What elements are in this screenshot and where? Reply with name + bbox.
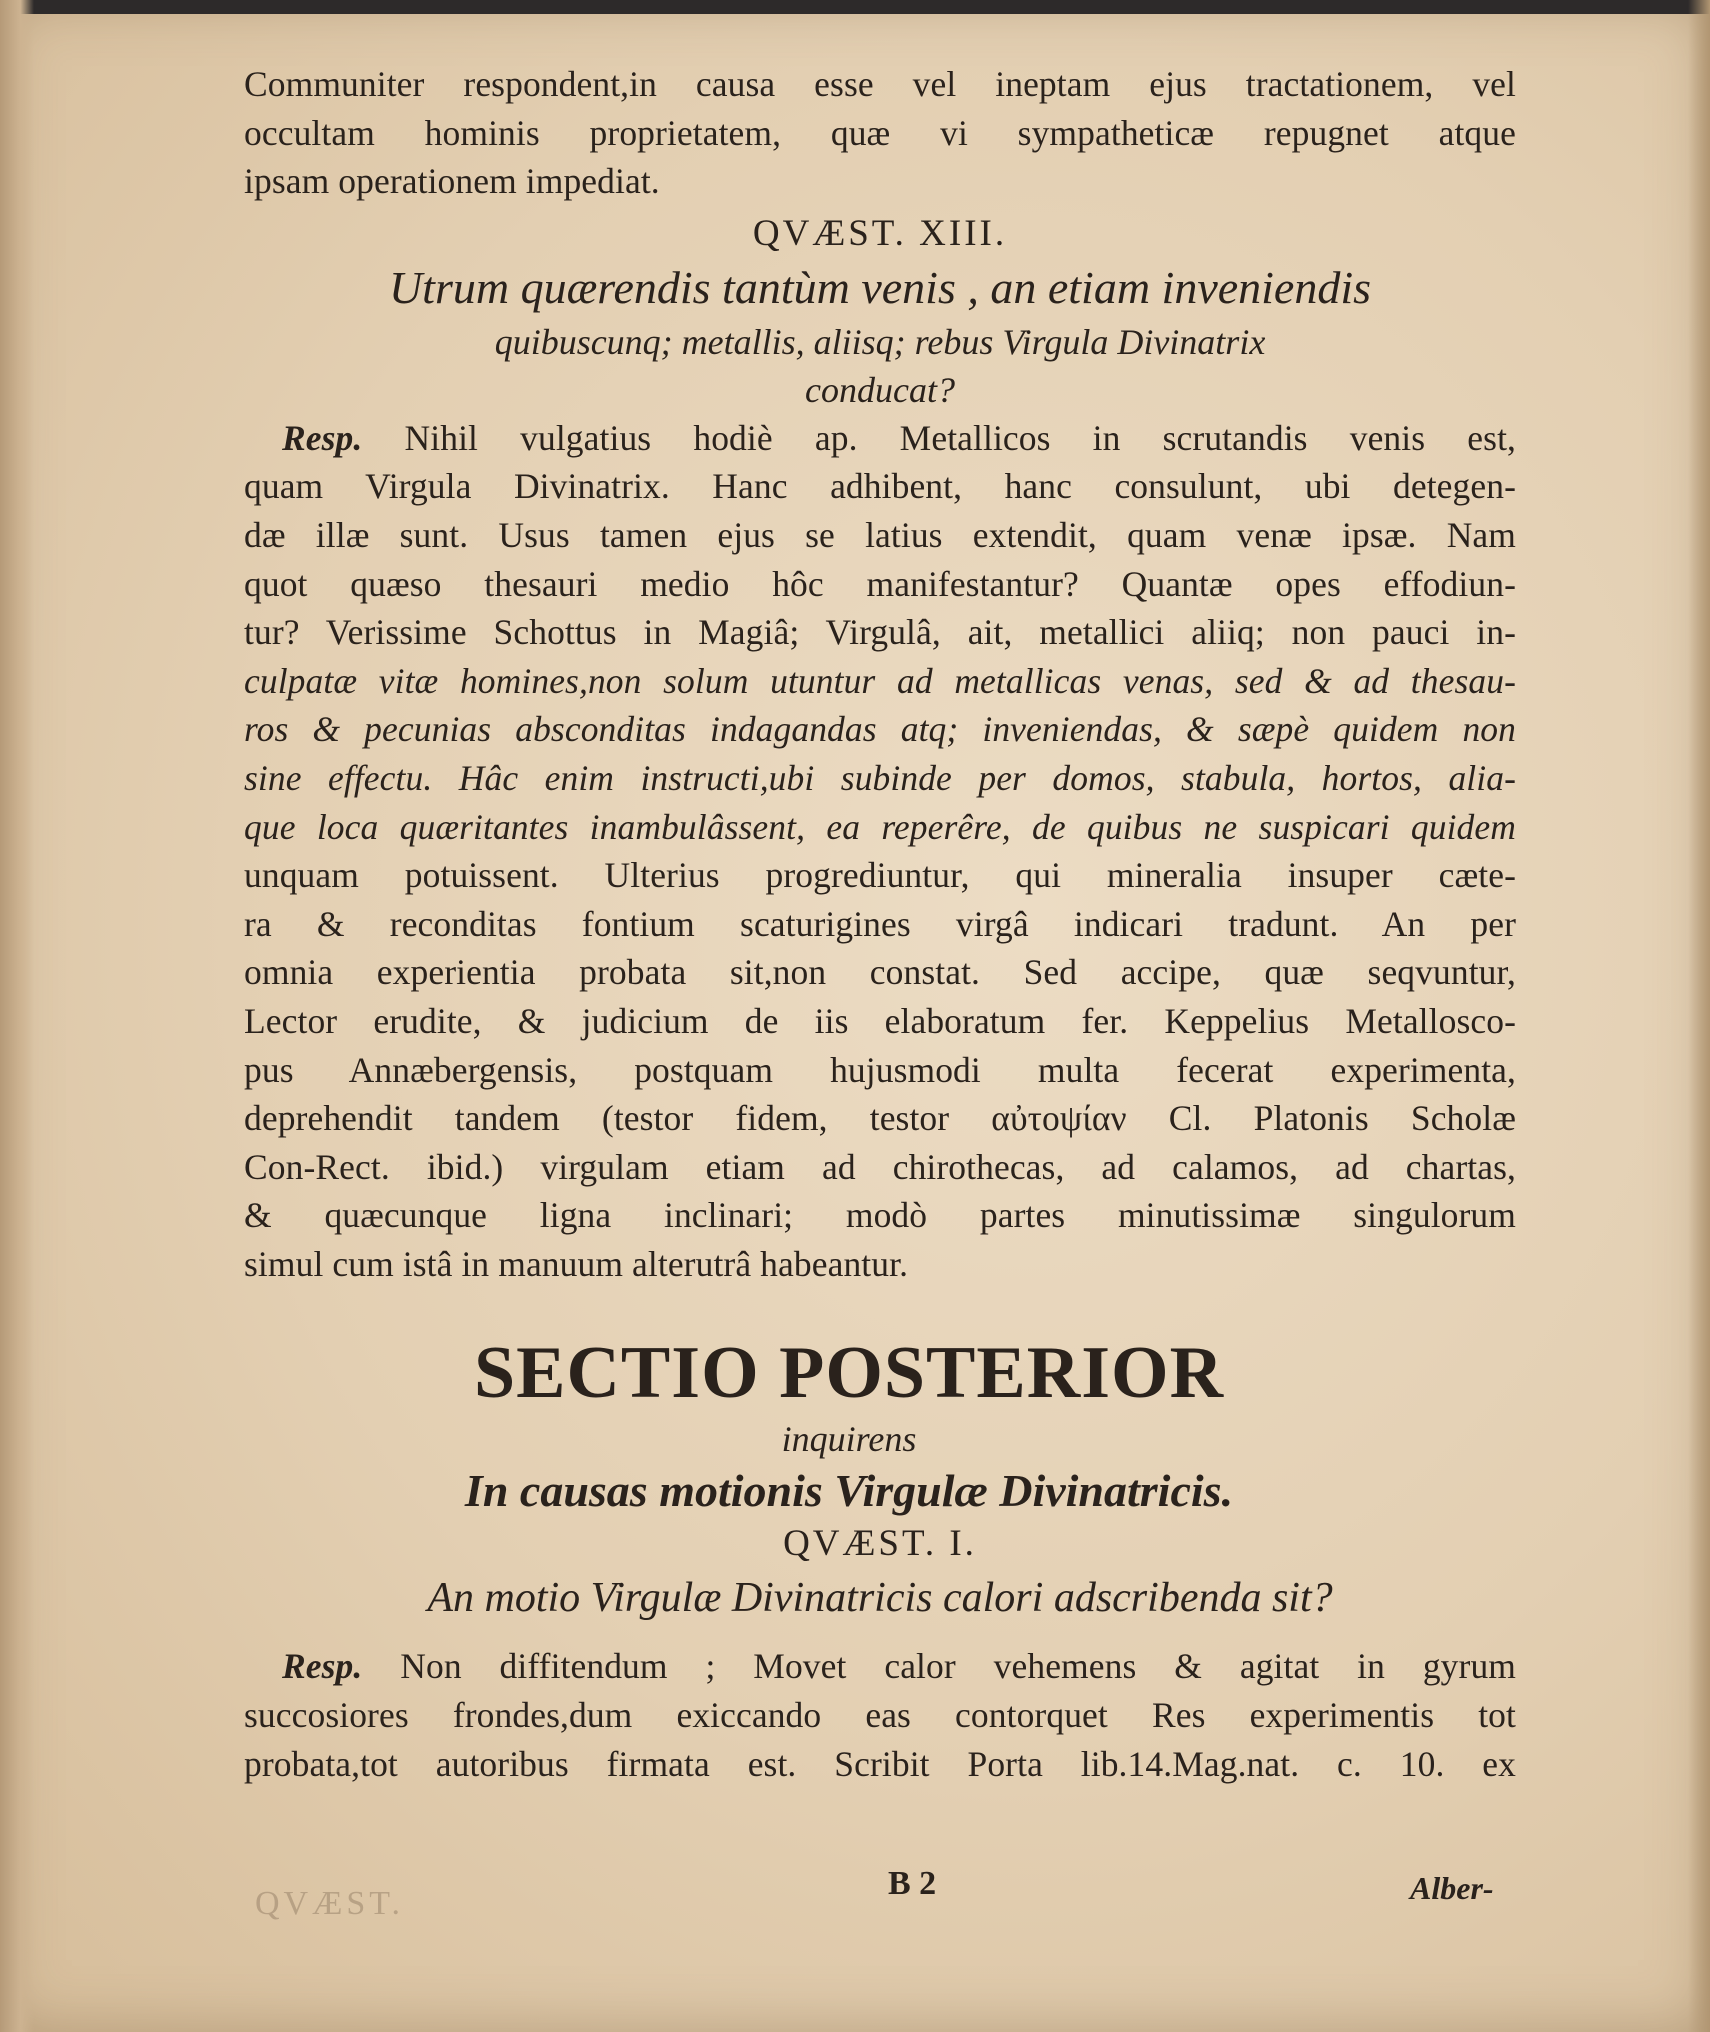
text-line: simul cum istâ in manuum alterutrâ habeantur. xyxy=(244,1243,909,1284)
text-line: que loca quæritantes inambulâssent, ea reperêre, de quibus ne suspicari quidem xyxy=(244,806,1516,847)
text-line: occultam hominis proprietatem, quæ vi sympatheticæ repugnet atque xyxy=(244,112,1516,153)
page-edge xyxy=(1688,0,1710,2032)
quaestio-heading: QVÆST. XIII. xyxy=(752,212,1008,254)
section-subtitle: inquirens xyxy=(781,1419,917,1460)
section-title: SECTIO POSTERIOR xyxy=(473,1332,1225,1415)
page-gutter xyxy=(0,0,34,2032)
text-span: Non diffitendum ; Movet calor vehemens & agitat in gyrum xyxy=(400,1646,1517,1687)
resp-label: Resp. xyxy=(282,417,363,458)
question-title: conducat? xyxy=(805,369,955,410)
text-line: quam Virgula Divinatrix. Hanc adhibent, hanc consulunt, ubi detegen- xyxy=(244,466,1516,507)
bleed-through-text: QVÆST. xyxy=(255,1885,404,1922)
resp-label: Resp. xyxy=(282,1646,363,1687)
text-block xyxy=(244,60,1516,1788)
text-line: dæ illæ sunt. Usus tamen ejus se latius extendit, quam venæ ipsæ. Nam xyxy=(244,514,1516,555)
text-line: probata,tot autoribus firmata est. Scribit Porta lib.14.Mag.nat. c. 10. ex xyxy=(244,1743,1516,1784)
response-first-line xyxy=(244,1642,1516,1691)
text-line: ros & pecunias absconditas indagandas atq; inveniendas, & sæpè quidem non xyxy=(244,709,1516,750)
text-line: deprehendit tandem (testor fidem, testor αὐτοψίαν Cl. Platonis Scholæ xyxy=(244,1098,1516,1139)
text-line: ra & reconditas fontium scaturigines virgâ indicari tradunt. An per xyxy=(244,903,1516,944)
signature-mark: B 2 xyxy=(888,1865,937,1902)
quaestio-heading: QVÆST. I. xyxy=(783,1523,977,1565)
scan-border xyxy=(0,0,1710,14)
text-line: quot quæso thesauri medio hôc manifestantur? Quantæ opes effodiun- xyxy=(244,563,1516,604)
text-line: culpatæ vitæ homines,non solum utuntur ad metallicas venas, sed & ad thesau- xyxy=(244,660,1516,701)
text-line: unquam potuissent. Ulterius progrediuntur, qui mineralia insuper cæte- xyxy=(244,855,1516,896)
question-title: An motio Virgulæ Divinatricis calori adscribenda sit? xyxy=(427,1575,1333,1622)
text-line: omnia experientia probata sit,non constat. Sed accipe, quæ seqvuntur, xyxy=(244,952,1516,993)
text-line: Lector erudite, & judicium de iis elaboratum fer. Keppelius Metallosco- xyxy=(244,1000,1516,1041)
text-line: tur? Verissime Schottus in Magiâ; Virgulâ, ait, metallici aliiq; non pauci in- xyxy=(244,612,1516,653)
catchword: Alber- xyxy=(1410,1870,1494,1906)
text-line: pus Annæbergensis, postquam hujusmodi multa fecerat experimenta, xyxy=(244,1049,1516,1090)
text-line: Con-Rect. ibid.) virgulam etiam ad chirothecas, ad calamos, ad chartas, xyxy=(244,1146,1516,1187)
question-title: quibuscunq; metallis, aliisq; rebus Virgula Divinatrix xyxy=(494,321,1266,362)
section-subtitle: In causas motionis Virgulæ Divinatricis. xyxy=(464,1465,1234,1517)
text-line: Communiter respondent,in causa esse vel ineptam ejus tractationem, vel xyxy=(244,64,1516,104)
text-span: Nihil vulgatius hodiè ap. Metallicos in scrutandis venis est, xyxy=(404,417,1517,458)
text-line: sine effectu. Hâc enim instructi,ubi subinde per domos, stabula, hortos, alia- xyxy=(244,757,1516,798)
response-first-line xyxy=(244,414,1516,463)
text-line: succosiores frondes,dum exiccando eas contorquet Res experimentis tot xyxy=(244,1695,1516,1736)
text-line: ipsam operationem impediat. xyxy=(244,161,660,202)
text-line: & quæcunque ligna inclinari; modò partes minutissimæ singulorum xyxy=(244,1195,1516,1236)
question-title: Utrum quærendis tantùm venis , an etiam inveniendis xyxy=(388,261,1372,313)
